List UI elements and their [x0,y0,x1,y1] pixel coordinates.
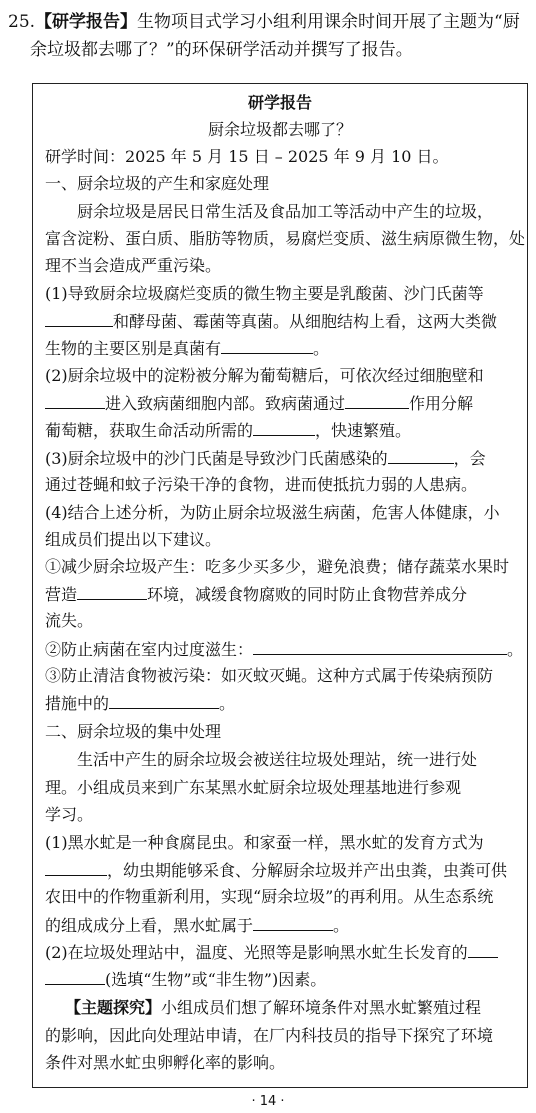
section1-intro-2: 富含淀粉、蛋白质、脂肪等物质，易腐烂变质、滋生病原微生物，处 [45,229,526,248]
report-box [32,83,528,1088]
suggestion1-line2: 营造 环境，减缓食物腐败的同时防止食物营养成分 [45,581,517,608]
explore-line2: 的影响，因此向处理站申请，在厂内科技员的指导下探究了环境 [45,1026,494,1045]
report-subtitle: 厨余垃圾都去哪了？ [207,120,352,139]
s1-q1-line2: 和酵母菌、霉菌等真菌。从细胞结构上看，这两大类微 [45,308,517,335]
answer-blank[interactable] [45,308,113,327]
suggestion1-line1: ①减少厨余垃圾产生：吃多少买多少，避免浪费；储存蔬菜水果时 [45,557,510,576]
suggestion3-line1: ③防止清洁食物被污染：如灭蚊灭蝇。这种方式属于传染病预防 [45,666,494,685]
section1-intro-3: 理不当会造成严重污染。 [45,256,222,275]
question-number: 25. [8,12,36,32]
s1-q3-line1: (3)厨余垃圾中的沙门氏菌是导致沙门氏菌感染的 ，会 [45,445,517,472]
s1-q1-line3: 生物的主要区别是真菌有 。 [45,335,517,362]
s2-q1-line1: (1)黑水虻是一种食腐昆虫。和家蚕一样，黑水虻的发育方式为 [45,833,484,852]
section1-intro-1: 厨余垃圾是居民日常生活及食品加工等活动中产生的垃圾， [77,202,494,221]
suggestion3-line2: 措施中的 。 [45,690,517,717]
section2-intro-3: 学习。 [45,805,94,824]
s1-q2-line2: 进入致病菌细胞内部。致病菌通过 作用分解 [45,390,517,417]
explore-line3: 条件对黑水虻虫卵孵化率的影响。 [45,1053,286,1072]
s2-q1-line2: ，幼虫期能够采食、分解厨余垃圾并产出虫粪，虫粪可供 [45,857,517,884]
s1-q4-line1: (4)结合上述分析，为防止厨余垃圾滋生病菌，危害人体健康，小 [45,503,500,522]
explore-tag: 【主题探究】 [65,998,162,1017]
report-time: 研学时间：2025 年 5 月 15 日 – 2025 年 9 月 10 日。 [45,147,449,166]
suggestion2: ②防止病菌在室内过度滋生： 。 [45,636,517,663]
answer-blank[interactable] [345,390,409,409]
section2-title: 二、厨余垃圾的集中处理 [45,722,222,741]
answer-blank[interactable] [45,966,105,985]
explore-line1: 【主题探究】小组成员们想了解环境条件对黑水虻繁殖过程 [65,998,482,1017]
answer-blank[interactable] [253,636,507,655]
answer-blank[interactable] [45,857,107,876]
s2-q2-line2: (选填“生物”或“非生物”)因素。 [45,966,517,993]
s2-q1-line3: 农田中的作物重新利用，实现“厨余垃圾”的再利用。从生态系统 [45,887,494,906]
answer-blank[interactable] [77,581,147,600]
report-heading: 研学报告 [247,93,312,112]
s2-q1-line4: 的组成成分上看，黑水虻属于 。 [45,912,517,939]
answer-blank[interactable] [221,335,313,354]
s1-q2-line3: 葡萄糖，获取生命活动所需的 ，快速繁殖。 [45,417,517,444]
answer-blank[interactable] [109,690,219,709]
answer-blank[interactable] [388,445,454,464]
question-text-line2: 余垃圾都去哪了？”的环保研学活动并撰写了报告。 [30,40,413,60]
answer-blank[interactable] [468,939,498,958]
s2-q2-line1: (2)在垃圾处理站中，温度、光照等是影响黑水虻生长发育的 [45,939,517,966]
s1-q2-line1: (2)厨余垃圾中的淀粉被分解为葡萄糖后，可依次经过细胞壁和 [45,366,484,385]
s1-q1-line1: (1)导致厨余垃圾腐烂变质的微生物主要是乳酸菌、沙门氏菌等 [45,284,484,303]
page-number: · 14 · [251,1094,285,1109]
question-text-line1: 生物项目式学习小组利用课余时间开展了主题为“厨 [137,12,520,32]
suggestion1-line3: 流失。 [45,611,94,630]
section1-title: 一、厨余垃圾的产生和家庭处理 [45,174,270,193]
answer-blank[interactable] [253,417,315,436]
section2-intro-1: 生活中产生的厨余垃圾会被送往垃圾处理站，统一进行处 [77,750,478,769]
s1-q3-line2: 通过苍蝇和蚊子污染干净的食物，进而使抵抗力弱的人患病。 [45,475,478,494]
section2-intro-2: 理。小组成员来到广东某黑水虻厨余垃圾处理基地进行参观 [45,778,462,797]
question-tag: 【研学报告】 [35,12,138,32]
s1-q4-line2: 组成员们提出以下建议。 [45,530,222,549]
question-header [8,8,528,64]
answer-blank[interactable] [253,912,333,931]
answer-blank[interactable] [45,390,105,409]
